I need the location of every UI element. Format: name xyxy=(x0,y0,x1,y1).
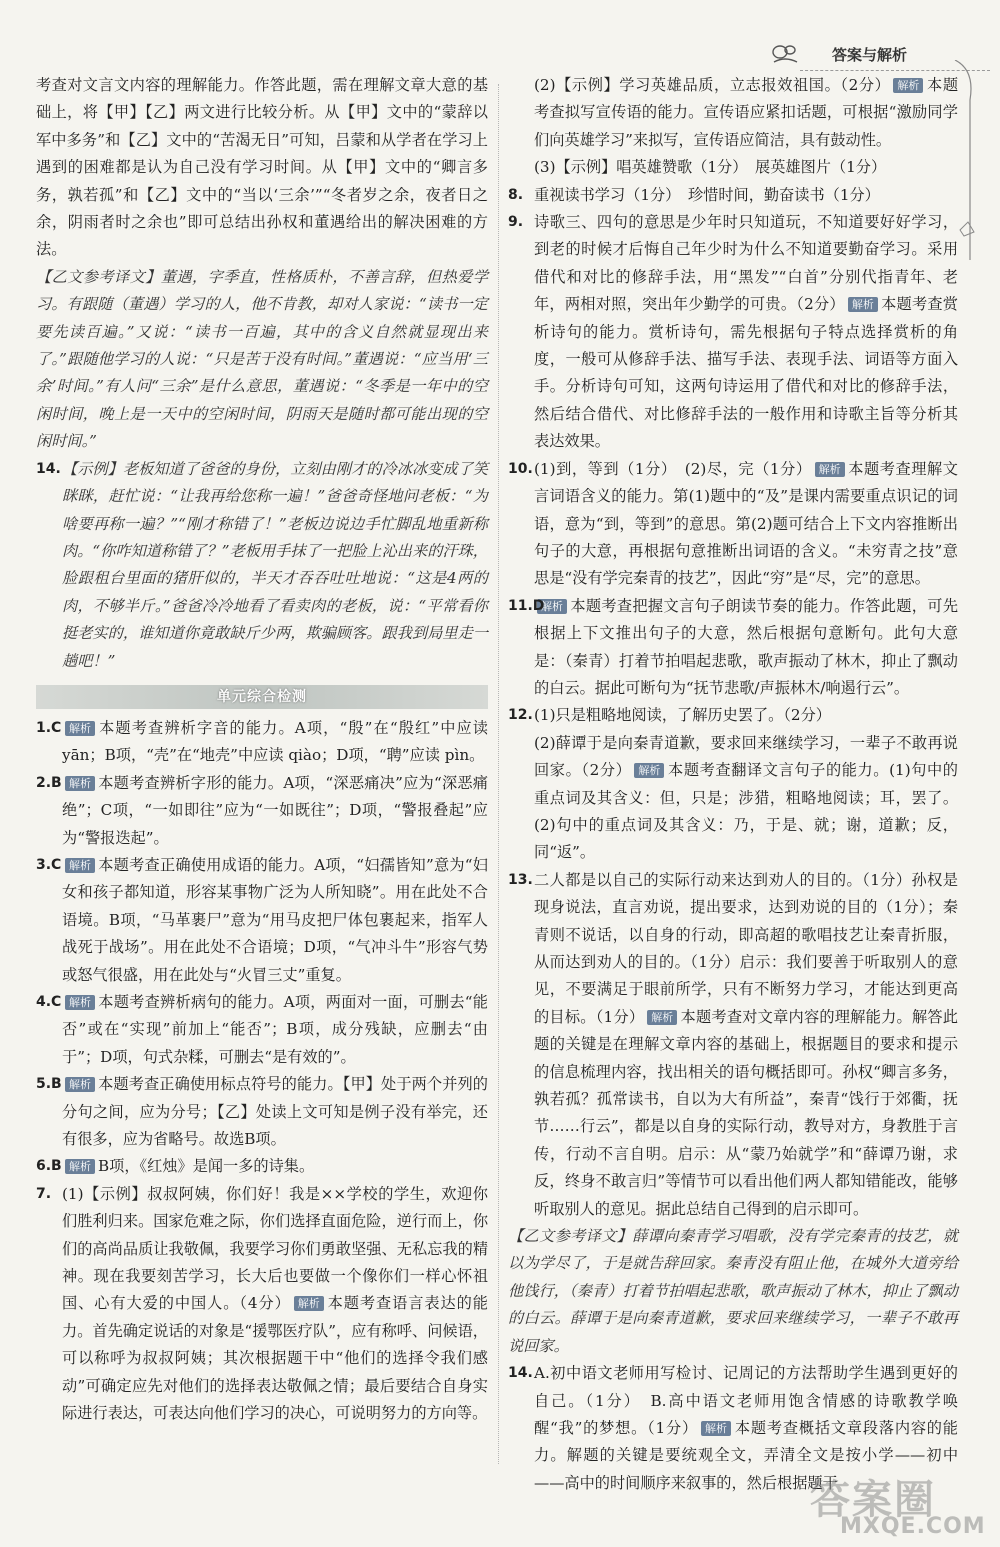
question-number: 14. xyxy=(508,1365,533,1382)
question-12 xyxy=(508,702,958,729)
answer-text: 本题考查正确使用标点符号的能力。【甲】处于两个并列的分句之间，应为分号；【乙】处读上文可知是例子没有举完，还有很多，应为省略号。故选B项。 xyxy=(62,1075,488,1149)
column-divider xyxy=(498,84,500,1464)
answer-text: (2)薛谭于是向秦青道歉，要求回来继续学习，一辈子不敢再说回家。（2分） xyxy=(534,733,958,780)
answer-text: 本题考查辨析字音的能力。A项，“殷”在“殷红”中应读 yān；B项，“壳”在“地壳”中应读 qiào；D项，“聘”应读 pìn。 xyxy=(62,718,488,765)
translation-text: 【乙文参考译文】董遇，字季直，性格质朴，不善言辞，但热爱学习。有跟随（董遇）学习的人，他不肯教，却对人家说：“读书一定要先读百遍。”又说：“读书一百遍，其中的含义自然就显现出来了。”跟随他学习的人说：“只是苦于没有时间。”董遇说：“应当用‘三余’时间。”有人问“三余”是什么意思，董遇说：“冬季是一年中的空闲时间，晚上是一天中的空闲时间，阴雨天是随时都可能出现的空闲时间。” xyxy=(36,267,488,451)
answer-text: B项，《红烛》是闻一多的诗集。 xyxy=(98,1157,315,1176)
analysis-text: 本题考查概括文章段落内容的能力。解题的关键是要统观全文，弄清全文是按小学——初中——高中的时间顺序来叙事的，然后根据题干 xyxy=(534,1418,958,1492)
analysis-tag: 解析 xyxy=(815,462,845,477)
answer-text: (1)只是粗略地阅读，了解历史罢了。（2分） xyxy=(534,706,831,725)
answer-text: 本题考查正确使用成语的能力。A项，“妇孺皆知”意为“妇女和孩子都知道，形容某事物广泛为人所知晓”。用在此处不合语境。B项，“马革裹尸”意为“用马皮把尸体包裹起来，指军人战死于战场”。用在此处不合语境；D项，“气冲斗牛”形容气势或怒气很盛，用在此处与“火冒三丈”重复。 xyxy=(62,855,488,984)
question-12-part-2 xyxy=(508,730,958,867)
analysis-tag: 解析 xyxy=(65,858,95,873)
page-header xyxy=(770,40,975,72)
answer-text: 【示例】老板知道了爸爸的身份，立刻由刚才的冷冰冰变成了笑眯眯，赶忙说：“让我再给您称一遍！”爸爸奇怪地问老板：“为啥要再称一遍？”“刚才称错了！”老板边说边手忙脚乱地重新称肉。“你咋知道称错了？”老板用手抹了一把脸上沁出来的汗珠，脸跟租台里面的猪肝似的，半天才吞吞吐吐地说：“这是4两的肉，不够半斤。”爸爸冷冷地看了看卖肉的老板，说：“平常看你挺老实的，谁知道你竟敢缺斤少两，欺骗顾客。跟我到局里走一趟吧！” xyxy=(62,459,488,670)
analysis-text: 本题考查翻译文言句子的能力。(1)句中的重点词及其含义：但，只是；涉猎，粗略地阅读；耳，罢了。(2)句中的重点词及其含义：乃，于是、就；谢，道歉；反，同“返”。 xyxy=(534,761,958,862)
watermark-logo xyxy=(800,1468,995,1540)
question-number: 14. xyxy=(36,460,61,477)
analysis-tag: 解析 xyxy=(294,1296,324,1311)
question-number: 7. xyxy=(36,1185,52,1202)
translation-text: 【乙文参考译文】薛谭向秦青学习唱歌，没有学完秦青的技艺，就以为学尽了，于是就告辞回家。秦青没有阻止他，在城外大道旁给他饯行，（秦青）打着节拍唱起悲歌，歌声振动了林木，抑止了飘动的白云。薛谭于是向秦青道歉，要求回来继续学习，一辈子不敢再说回家。 xyxy=(508,1227,958,1355)
answer-text: (3)【示例】唱英雄赞歌（1分） 展英雄图片（1分） xyxy=(534,158,887,177)
left-column xyxy=(36,72,488,1428)
analysis-tag: 解析 xyxy=(647,1010,677,1025)
question-number: 12. xyxy=(508,707,533,724)
question-number: 1.C xyxy=(36,719,62,736)
question-number: 2.B xyxy=(36,774,62,791)
book-logo-icon xyxy=(770,42,800,66)
answer-text: 本题考查辨析病句的能力。A项，两面对一面，可删去“能否”或在“实现”前加上“能否”；B项，成分残缺，应删去“由于”；D项，句式杂糅，可删去“是有效的”。 xyxy=(62,993,488,1066)
question-9 xyxy=(508,209,958,456)
section-banner: 单元综合检测 xyxy=(36,685,488,709)
right-column xyxy=(508,72,958,1497)
analysis-tag: 解析 xyxy=(848,297,878,312)
question-number: 8. xyxy=(508,186,524,203)
analysis-tag: 解析 xyxy=(634,763,664,778)
question-13 xyxy=(508,867,958,1223)
question-number: 5.B xyxy=(36,1076,62,1093)
q13-analysis-continued: 考查对文言文内容的理解能力。作答此题，需在理解文章大意的基础上，将【甲】【乙】两文进行比较分析。从【甲】文中的“蒙辞以军中多务”和【乙】文中的“苦渴无日”可知，吕蒙和从学者在学习上遇到的困难都是认为自己没有学习时间。从【甲】文中的“卿言多务，孰若孤”和【乙】文中的“当以‘三余’”“冬者岁之余，夜者日之余，阴雨者时之余也”即可总结出孙权和董遇给出的解决困难的方法。 xyxy=(36,76,488,259)
analysis-tag: 解析 xyxy=(65,721,95,736)
question-number: 13. xyxy=(508,871,533,888)
answer-text: (2)【示例】学习英雄品质，立志报效祖国。（2分） xyxy=(534,76,891,94)
question-14 xyxy=(36,456,488,675)
question-4 xyxy=(36,989,488,1071)
analysis-text: 本题考查拟写宣传语的能力。宣传语应紧扣话题，可根据“激励同学们向英雄学习”来拟写，宣传语应简洁，具有鼓动性。 xyxy=(534,76,959,149)
question-number: 10. xyxy=(508,460,533,477)
question-8 xyxy=(508,182,958,209)
analysis-text: 本题考查把握文言句子朗读节奏的能力。作答此题，可先根据上下文推出句子的大意，然后根据句意断句。此句大意是：（秦青）打着节拍唱起悲歌，歌声振动了林木，抑止了飘动的白云。据此可断句为“抚节悲歌/声振林木/响遏行云”。 xyxy=(534,596,958,697)
answer-text: 二人都是以自己的实际行动来达到劝人的目的。（1分）孙权是现身说法，直言劝说，提出要求，达到劝说的目的（1分）；秦青则不说话，以自身的行动，即高超的歌唱技艺让秦青折服，从而达到劝人的目的。（1分）启示：我们要善于听取别人的意见，不要满足于眼前所学，只有不断努力学习，才能达到更高的目标。（1分） xyxy=(534,870,958,1026)
question-11 xyxy=(508,593,958,703)
watermark-url: MXQE.COM xyxy=(840,1514,986,1539)
question-2 xyxy=(36,770,488,852)
question-number: 11.D xyxy=(508,597,545,614)
question-number: 4.C xyxy=(36,994,62,1010)
analysis-tag: 解析 xyxy=(893,78,923,93)
answer-text: 诗歌三、四句的意思是少年时只知道玩，不知道要好好学习，到老的时候才后悔自己年少时为什么不知道要勤奋学习。采用借代和对比的修辞手法，用“黑发”“白首”分别代指青年、老年，两相对照，突出年少勤学的可贵。（2分） xyxy=(534,213,958,314)
question-1 xyxy=(36,715,488,770)
question-number: 9. xyxy=(508,214,524,231)
analysis-text: 本题考查赏析诗句的能力。赏析诗句，需先根据句子特点选择赏析的角度，一般可从修辞手法、描写手法、表现手法、词语等方面入手。分析诗句可知，这两句诗运用了借代和对比的修辞手法，然后结合借代、对比修辞手法的一般作用和诗歌主旨等分析其表达效果。 xyxy=(534,295,958,451)
analysis-text: 本题考查语言表达的能力。首先确定说话的对象是“援鄂医疗队”，应有称呼、问候语，可以称呼为叔叔阿姨；其次根据题干中“他们的选择令我们感动”可确定应先对他们的选择表达敬佩之情；最后要结合自身实际进行表达，可表达向他们学习的决心，可说明努力的方向等。 xyxy=(62,1294,488,1423)
answer-text: 重视读书学习（1分） 珍惜时间，勤奋读书（1分） xyxy=(534,185,880,204)
analysis-tag: 解析 xyxy=(65,995,95,1010)
question-5 xyxy=(36,1071,488,1153)
watermark-main: 答案圈 xyxy=(810,1477,936,1523)
analysis-tag: 解析 xyxy=(701,1421,731,1436)
analysis-tag: 解析 xyxy=(537,599,567,614)
answer-text: 本题考查辨析字形的能力。A项，“深恶痛决”应为“深恶痛绝”；C项，“一如即往”应为“一如既往”；D项，“警报叠起”应为“警报迭起”。 xyxy=(62,773,488,847)
question-6 xyxy=(36,1153,488,1180)
question-7-part-2 xyxy=(508,72,958,154)
question-7 xyxy=(36,1181,488,1428)
question-3 xyxy=(36,852,488,989)
analysis-tag: 解析 xyxy=(65,1159,95,1174)
answer-text: A.初中语文老师用写检讨、记周记的方法帮助学生遇到更好的自己。（1分） B.高中语文老师用饱含情感的诗歌教学唤醒“我”的梦想。（1分） xyxy=(534,1364,958,1437)
question-7-part-3 xyxy=(508,154,958,181)
answer-text: (1)【示例】叔叔阿姨，你们好！我是××学校的学生，欢迎你们胜利归来。国家危难之际，你们选择直面危险，逆行而上，你们的高尚品质让我敬佩，我要学习你们勇敢坚强、无私忘我的精神。现在我要刻苦学习，长大后也要做一个像你们一样心怀祖国、心有大爱的中国人。（4分） xyxy=(62,1184,488,1313)
question-number: 3.C xyxy=(36,856,62,873)
answer-text: (1)到，等到（1分） (2)尽，完（1分） xyxy=(534,459,812,478)
question-10 xyxy=(508,456,958,593)
analysis-tag: 解析 xyxy=(65,776,95,791)
question-number: 6.B xyxy=(36,1158,62,1175)
header-title: 答案与解析 xyxy=(832,46,908,64)
analysis-text: 本题考查理解文言词语含义的能力。第(1)题中的“及”是课内需要重点识记的词语，意为“到，等到”的意思。第(2)题可结合上下文内容推断出句子的大意，再根据句意推断出词语的含义。“未穷青之技”意思是“没有学完秦青的技艺”，因此“穷”是“尽，完”的意思。 xyxy=(534,459,958,588)
analysis-text: 本题考查对文章内容的理解能力。解答此题的关键是在理解文章内容的基础上，根据题目的要求和提示的信息梳理内容，找出相关的语句概括即可。孙权“卿言多务，孰若孤？孤常读书，自以为大有所益”，秦青“饯行于郊衢，抚节……行云”，都是以自身的实际行动，教导对方，身教胜于言传，行动不言自明。启示：从“蒙乃始就学”和“薛谭乃谢，求反，终身不敢言归”等情节可以看出他们两人都知错能改，能够听取别人的意见。据此总结自己得到的启示即可。 xyxy=(534,1007,958,1218)
analysis-tag: 解析 xyxy=(65,1077,95,1092)
